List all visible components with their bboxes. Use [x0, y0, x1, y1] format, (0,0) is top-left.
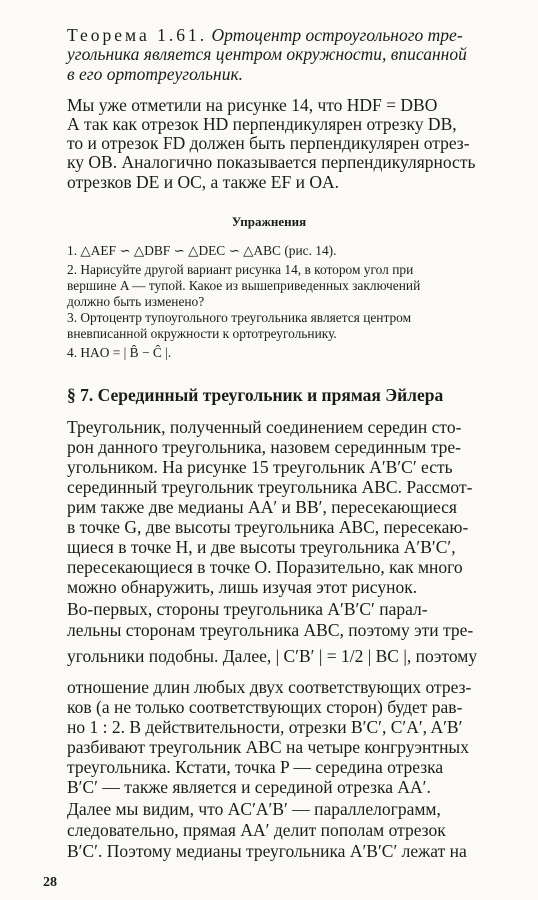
- body-line-16: разбивают треугольник ABC на четыре конгруэнтных: [67, 737, 469, 757]
- proof-line-3: то и отрезок FD должен быть перпендикулярен отрез-: [67, 133, 470, 153]
- body-line-1: Треугольник, полученный соединением середин сто-: [67, 417, 462, 437]
- body-line-10: Во-первых, стороны треугольника A′B′C′ парал-: [67, 599, 428, 619]
- body-line-9: можно обнаружить, лишь изучая этот рисунок.: [67, 577, 418, 597]
- exercise-2-line-2: вершине A — тупой. Какое из вышеприведенных заключений: [67, 278, 421, 293]
- exercise-2-line-3: должно быть изменено?: [67, 294, 205, 309]
- body-line-2: рон данного треугольника, назовем серединным тре-: [67, 437, 461, 457]
- exercise-1: 1. △AEF ∽ △DBF ∽ △DEC ∽ △ABC (рис. 14).: [67, 243, 337, 258]
- body-line-11: лельны сторонам треугольника ABC, поэтому эти тре-: [67, 620, 474, 640]
- theorem-line-1: Теорема 1.61. Ортоцентр остроугольного тре-: [67, 25, 463, 45]
- proof-line-5: отрезков DE и OC, а также EF и OA.: [67, 172, 339, 192]
- exercise-3-line-1: 3. Ортоцентр тупоугольного треугольника является центром: [67, 310, 412, 325]
- body-line-15: но 1 : 2. В действительности, отрезки B′C′, C′A′, A′B′: [67, 717, 463, 737]
- proof-line-1: Мы уже отметили на рисунке 14, что HDF = DBO: [67, 95, 438, 115]
- body-line-14: ков (а не только соответствующих сторон) будет рав-: [67, 697, 463, 717]
- body-line-6: в точке G, две высоты треугольника ABC, пересекаю-: [67, 517, 469, 537]
- proof-line-4: ку OB. Аналогично показывается перпендикулярность: [67, 152, 476, 172]
- body-line-19: Далее мы видим, что AC′A′B′ — параллелограмм,: [67, 799, 441, 819]
- body-line-20: следовательно, прямая AA′ делит пополам отрезок: [67, 820, 446, 840]
- theorem-line-2: угольника является центром окружности, вписанной: [67, 44, 467, 64]
- body-line-17: треугольника. Кстати, точка P — середина отрезка: [67, 757, 444, 777]
- theorem-label: Теорема 1.61.: [67, 25, 208, 45]
- theorem-line-3: в его ортотреугольник.: [67, 64, 243, 84]
- exercise-4: 4. HAO = | B̂ − Ĉ |.: [67, 345, 172, 360]
- body-line-5: рим также две медианы AA′ и BB′, пересекающиеся: [67, 497, 457, 517]
- body-line-3: угольником. На рисунке 15 треугольник A′B′C′ есть: [67, 457, 453, 477]
- body-line-18: B′C′ — также является и серединой отрезка AA′.: [67, 777, 431, 797]
- proof-line-2: А так как отрезок HD перпендикулярен отрезку DB,: [67, 114, 457, 134]
- body-line-12: угольники подобны. Далее, | C′B′ | = 1/2 | BC |, поэтому: [67, 646, 478, 666]
- page-number: 28: [43, 875, 57, 890]
- exercise-2-line-1: 2. Нарисуйте другой вариант рисунка 14, в котором угол при: [67, 262, 414, 277]
- section-title: § 7. Серединный треугольник и прямая Эйлера: [67, 385, 444, 405]
- exercises-heading: Упражнения: [231, 214, 307, 229]
- exercise-3-line-2: вневписанной окружности к ортотреугольнику.: [67, 326, 337, 341]
- body-line-21: B′C′. Поэтому медианы треугольника A′B′C′ лежат на: [67, 841, 467, 861]
- body-line-7: щиеся в точке H, и две высоты треугольника A′B′C′,: [67, 537, 456, 557]
- body-line-8: пересекающиеся в точке O. Поразительно, как много: [67, 557, 463, 577]
- body-line-4: серединный треугольник треугольника ABC. Рассмот-: [67, 477, 473, 497]
- body-line-13: отношение длин любых двух соответствующих отрез-: [67, 677, 472, 697]
